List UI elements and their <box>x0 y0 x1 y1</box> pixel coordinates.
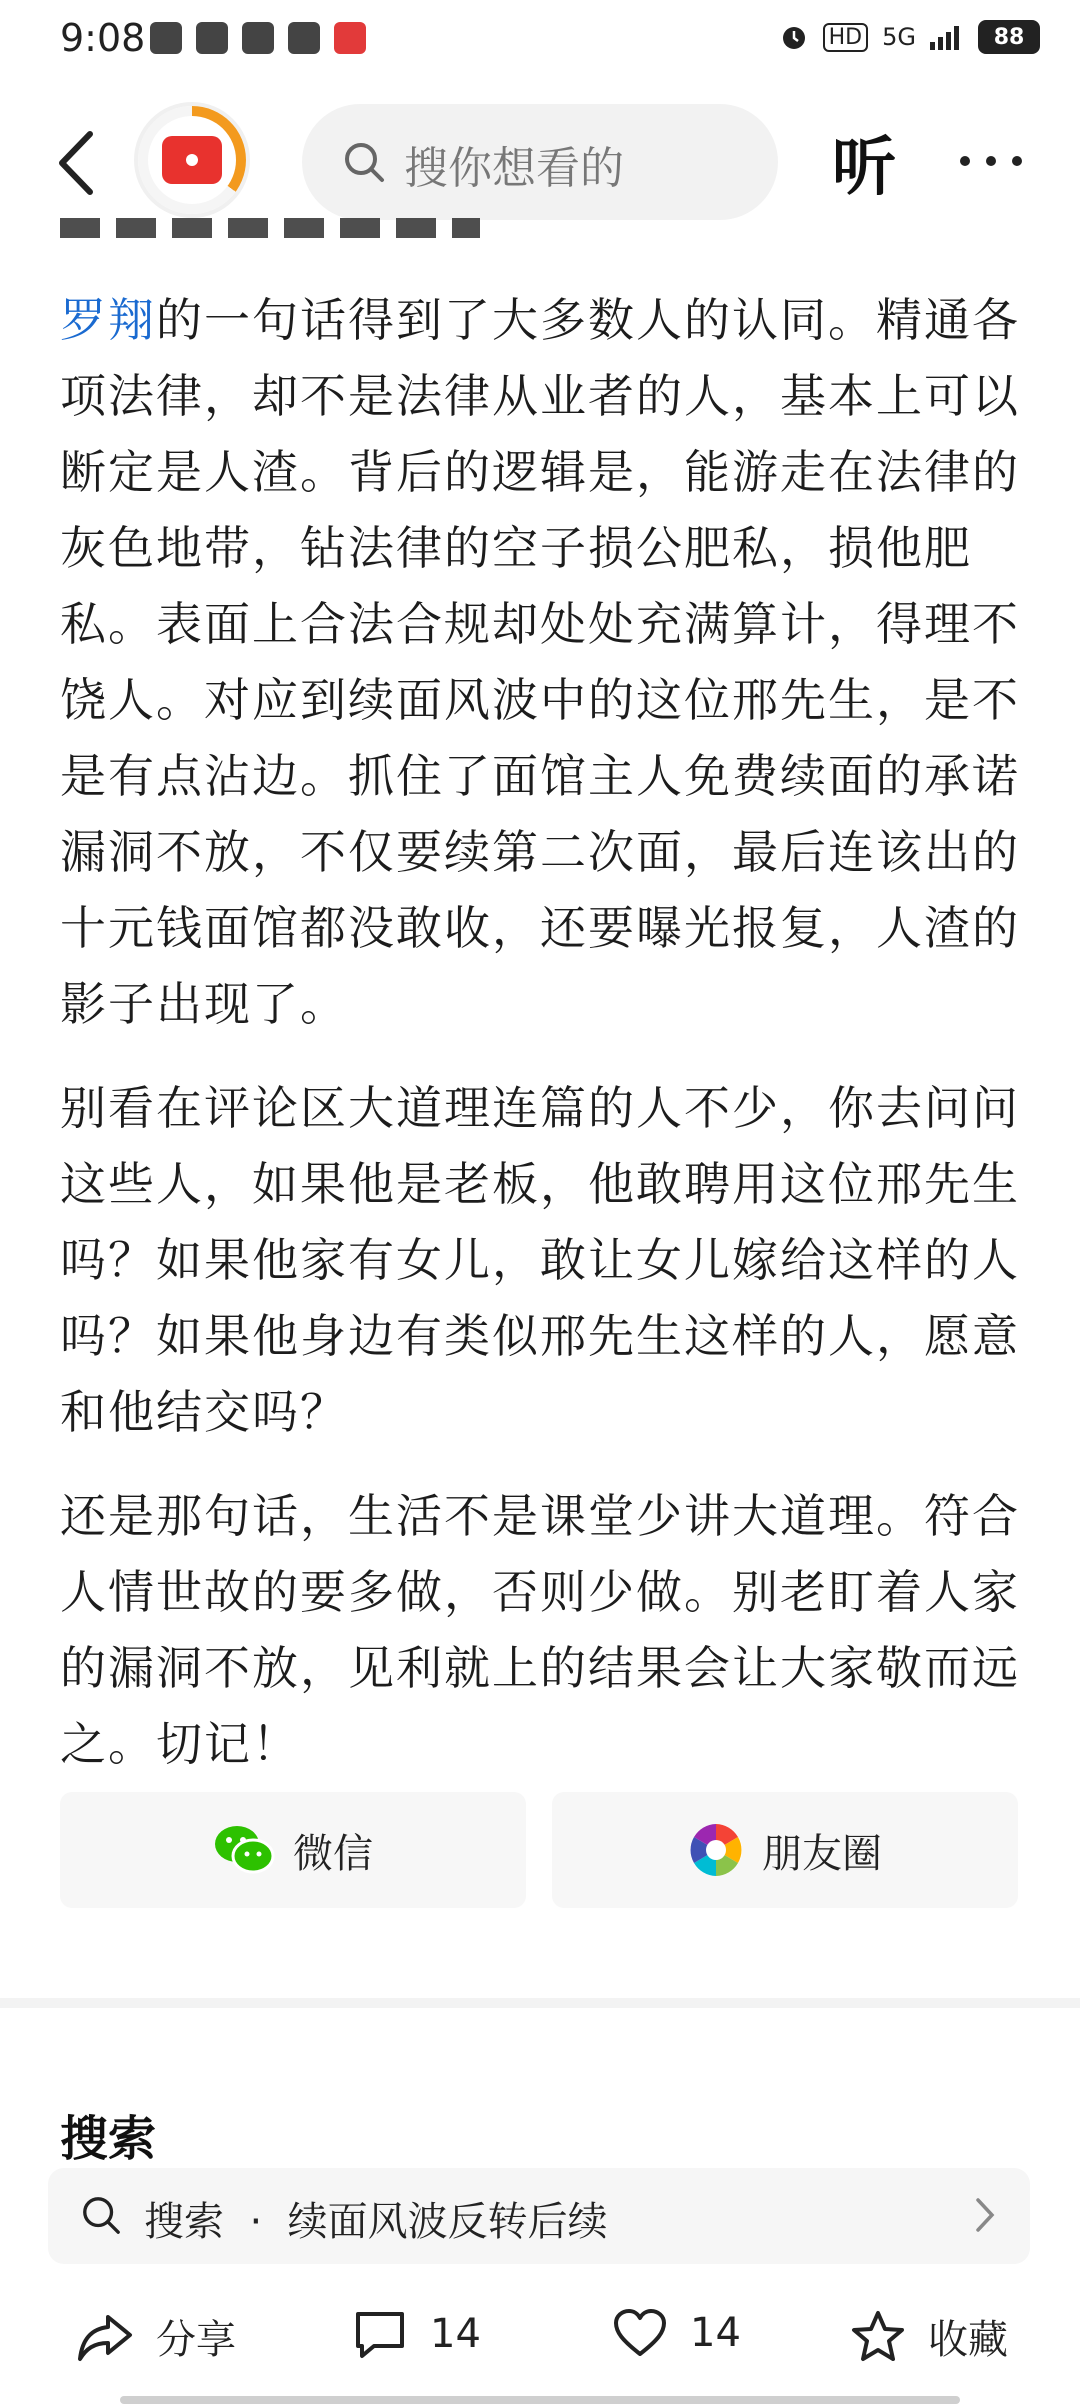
app-notification-icon <box>196 22 228 54</box>
app-notification-icon <box>334 22 366 54</box>
article-paragraph: 别看在评论区大道理连篇的人不少，你去问问这些人，如果他是老板，他敢聘用这位邢先生吗？如果他家有女儿，敢让女儿嫁给这样的人吗？如果他身边有类似邢先生这样的人，愿意和他结交吗？ <box>60 1081 1020 1439</box>
battery-level: 88 <box>993 24 1025 50</box>
search-icon <box>342 140 386 184</box>
share-icon <box>76 2311 134 2363</box>
status-time: 9:08 <box>60 16 146 60</box>
search-icon <box>80 2194 122 2236</box>
status-right <box>779 20 1040 54</box>
top-nav <box>0 96 1080 226</box>
wechat-label: 微信 <box>293 1830 373 1877</box>
heart-icon <box>612 2308 668 2358</box>
favorite-button[interactable] <box>850 2308 1008 2365</box>
article-paragraph: 还是那句话，生活不是课堂少讲大道理。符合人情世故的要多做，否则少做。别老盯着人家的漏洞不放，见利就上的结果会让大家敬而远之。切记！ <box>60 1489 1020 1771</box>
moments-icon <box>688 1822 744 1878</box>
notification-icons <box>150 22 366 54</box>
vivo-icon <box>288 22 320 54</box>
share-button[interactable] <box>76 2308 236 2365</box>
like-button[interactable] <box>612 2308 741 2358</box>
comment-icon <box>352 2308 408 2360</box>
share-moments-button[interactable] <box>552 1792 1018 1908</box>
battery-icon <box>978 20 1040 54</box>
share-label: 分享 <box>156 2317 236 2363</box>
search-row-separator: · <box>249 2199 263 2245</box>
moments-label: 朋友圈 <box>762 1830 882 1877</box>
star-icon <box>850 2310 906 2364</box>
person-link[interactable]: 罗翔 <box>60 293 156 347</box>
section-divider <box>0 1998 1080 2008</box>
signal-icon <box>930 24 964 50</box>
app-notification-icon <box>242 22 274 54</box>
article-paragraph <box>60 282 1020 1042</box>
search-input[interactable] <box>302 104 778 220</box>
related-search-item[interactable] <box>48 2168 1030 2264</box>
app-logo[interactable] <box>138 106 246 214</box>
home-indicator <box>120 2396 960 2404</box>
telegram-icon <box>150 22 182 54</box>
hd-badge: HD <box>823 23 868 52</box>
paragraph-text: 的一句话得到了大多数人的认同。精通各项法律，却不是法律从业者的人，基本上可以断定是人渣。背后的逻辑是，能游走在法律的灰色地带，钻法律的空子损公肥私，损他肥私。表面上合法合规却处处充满算计，得理不饶人。对应到续面风波中的这位邢先生，是不是有点沾边。抓住了面馆主人免费续面的承诺漏洞不放，不仅要续第二次面，最后连该出的十元钱面馆都没敢收，还要曝光报复，人渣的影子出现了。 <box>60 293 1020 1031</box>
chevron-right-icon <box>972 2194 998 2236</box>
share-wechat-button[interactable] <box>60 1792 526 1908</box>
alarm-icon <box>779 22 809 52</box>
toutiao-logo-icon <box>162 136 222 184</box>
article-body <box>60 282 1020 1810</box>
bottom-action-bar <box>0 2290 1080 2408</box>
status-bar <box>0 0 1080 86</box>
wechat-icon <box>213 1824 275 1876</box>
comment-button[interactable] <box>352 2308 481 2360</box>
search-row-label: 搜索 <box>144 2199 224 2245</box>
listen-button[interactable]: 听 <box>832 131 896 205</box>
like-count: 14 <box>690 2310 741 2356</box>
network-type: 5G <box>882 23 916 51</box>
back-arrow-icon[interactable] <box>48 128 108 198</box>
search-section-title: 搜索 <box>60 2111 157 2167</box>
favorite-label: 收藏 <box>928 2317 1008 2363</box>
comment-count: 14 <box>430 2311 481 2357</box>
search-placeholder: 搜你想看的 <box>404 143 624 194</box>
search-row-query: 续面风波反转后续 <box>287 2199 608 2245</box>
more-options-icon[interactable] <box>960 156 1022 166</box>
cut-off-text-line <box>60 218 480 238</box>
